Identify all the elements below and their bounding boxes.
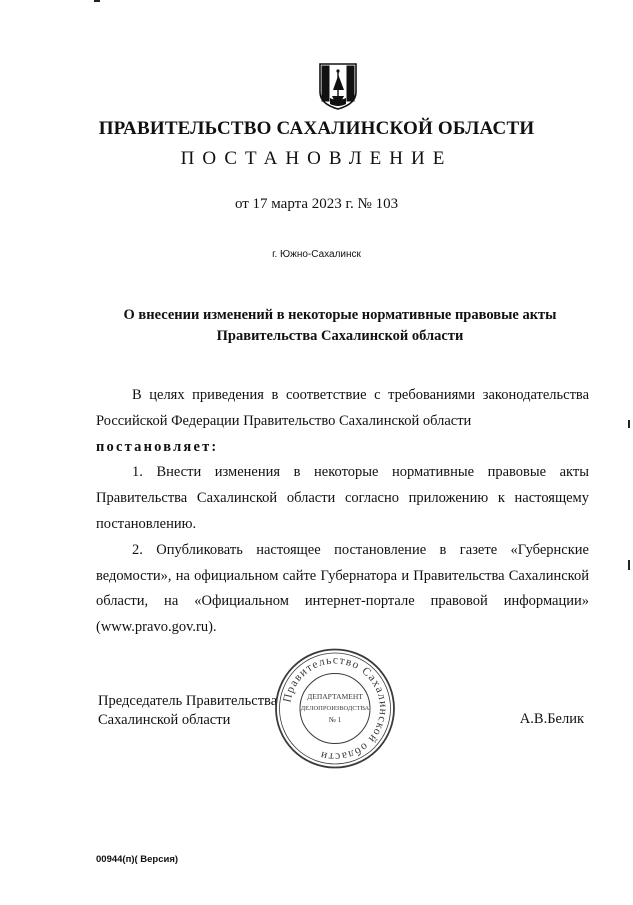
signer-position — [98, 692, 277, 730]
stamp-center-line: ДЕЛОПРОИЗВОДСТВА — [300, 705, 370, 712]
signer-position-line: Сахалинской области — [98, 712, 231, 728]
subject-line: О внесении изменений в некоторые нормативные правовые акты — [123, 307, 557, 323]
signer-name: А.В.Белик — [519, 711, 584, 727]
scan-edge-mark — [628, 420, 630, 428]
document-body — [96, 383, 589, 641]
official-stamp — [274, 646, 396, 771]
date-and-number: от 17 марта 2023 г. № 103 — [234, 196, 399, 212]
signer-position-line: Председатель Правительства — [98, 693, 278, 709]
stamp-center-line: ДЕПАРТАМЕНТ — [307, 692, 363, 701]
scan-edge-mark — [94, 0, 100, 2]
subject-line: Правительства Сахалинской области — [216, 328, 464, 344]
document-subject — [90, 305, 590, 347]
government-name: ПРАВИТЕЛЬСТВО САХАЛИНСКОЙ ОБЛАСТИ — [98, 118, 535, 139]
item-2-paragraph: 2. Опубликовать настоящее постановление в газете «Губернские ведомости», на официальном сайте Губернатора и Правительства Сахалинской области, на «Официальном интернет-портале правовой информации» (www.pravo.gov.ru). — [96, 541, 589, 636]
stamp-center-line: № 1 — [328, 715, 342, 724]
decree-paragraph — [96, 435, 589, 461]
stamp-ring-text: Правительство Сахалинской области — [281, 654, 390, 763]
sakhalin-coat-of-arms-icon — [318, 62, 358, 110]
decree-word: постановляет: — [96, 438, 219, 455]
footer-code: 00944(п)( Версия) — [96, 854, 179, 865]
document-type: ПОСТАНОВЛЕНИЕ — [180, 148, 453, 169]
city: г. Южно-Сахалинск — [272, 249, 361, 260]
intro-paragraph: В целях приведения в соответствие с требованиями законодательства Российской Федерации Правительство Сахалинской области — [96, 387, 589, 429]
scan-edge-mark — [628, 560, 630, 570]
item-1-paragraph: 1. Внести изменения в некоторые нормативные правовые акты Правительства Сахалинской области согласно приложению к настоящему постановлению. — [96, 464, 589, 532]
